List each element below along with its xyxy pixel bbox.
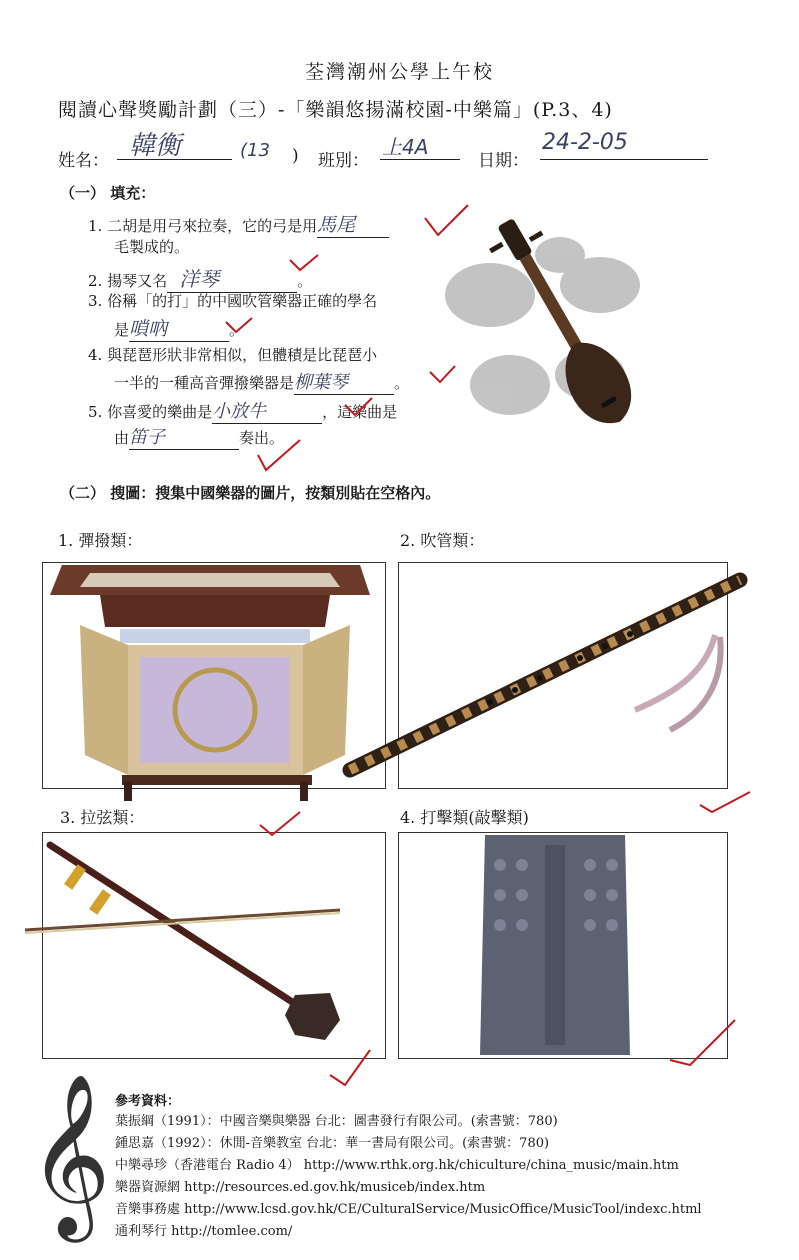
q5-line1 (88, 397, 397, 424)
q5-number: 5. (88, 403, 103, 421)
q4-end: 。 (394, 374, 410, 392)
q4-line2 (114, 368, 409, 395)
erhu-picture (10, 835, 350, 1050)
q3-number: 3. (88, 292, 103, 310)
part1-heading: （一） 填充： (60, 184, 156, 202)
dizi-picture (340, 565, 750, 785)
reference-item: 鍾思嘉（1992）：休閒-音樂教室 台北：華一書局有限公司。(索書號：780) (115, 1136, 550, 1151)
category-plucked: 1. 彈撥類： (58, 531, 143, 550)
q2-text: 揚琴又名 (107, 272, 168, 290)
reference-item: 樂器資源網 http://resources.ed.gov.hk/musiceb/index.htm (115, 1180, 486, 1195)
check-mark-wind (700, 792, 750, 812)
school-name: 荃灣潮州公學上午校 (304, 61, 494, 83)
date-field (540, 128, 708, 160)
date-label: 日期： (478, 151, 529, 171)
name-field (117, 125, 232, 160)
yangqin-picture (40, 555, 380, 805)
q1-text: 二胡是用弓來拉奏，它的弓是用 (107, 217, 318, 235)
q3-end: 。 (229, 321, 245, 339)
category-percussion: 4. 打擊類(敲擊類) (400, 808, 529, 827)
reference-item: 中樂尋珍（香港電台 Radio 4） http://www.rthk.org.hk/chiculture/china_music/main.htm (115, 1158, 679, 1173)
q5-answer2: 笛子 (129, 423, 239, 450)
q2-end: 。 (297, 272, 313, 290)
reference-item: 音樂事務處 http://www.lcsd.gov.hk/CE/CulturalService/MusicOffice/MusicTool/indexc.html (115, 1202, 702, 1217)
reference-item: 葉振綱（1991）：中國音樂與樂器 台北：圖書發行有限公司。(索書號：780) (115, 1114, 558, 1129)
q1-line2: 毛製成的。 (114, 238, 190, 256)
q4-text: 與琵琶形狀非常相似，但體積是比琵琶小 (107, 346, 378, 364)
q1-answer: 馬尾 (317, 210, 389, 238)
q3-line2 (114, 314, 244, 342)
references-heading: 參考資料： (115, 1094, 181, 1109)
q2-number: 2. (88, 272, 103, 290)
q2-line (88, 263, 312, 293)
q4-number: 4. (88, 346, 103, 364)
q3-line1 (88, 290, 377, 311)
pipa-illustration (440, 195, 650, 440)
q5-text: 你喜愛的樂曲是 (107, 403, 213, 421)
category-bowed: 3. 拉弦類： (60, 808, 145, 827)
q3-answer: 嗩吶 (129, 314, 229, 342)
q5-line2 (114, 423, 284, 450)
q4-line1 (88, 344, 377, 365)
q5-answer: 小放牛 (212, 397, 322, 424)
q4-text-b: 一半的一種高音彈撥樂器是 (114, 374, 295, 392)
name-value: 韓衡 (129, 131, 182, 161)
part2-heading: （二） 搜圖：搜集中國樂器的圖片，按類別貼在空格內。 (60, 484, 441, 502)
q3-text-b: 是 (114, 321, 130, 339)
close-paren: ) (292, 146, 299, 166)
category-wind: 2. 吹管類： (400, 531, 485, 550)
class-value: 上4A (382, 135, 429, 159)
name-label: 姓名： (58, 151, 109, 171)
q5-text-b: ，這樂曲是 (322, 403, 398, 421)
q4-answer: 柳葉琴 (294, 368, 394, 395)
worksheet-title: 閱讀心聲獎勵計劃（三）-「樂韻悠揚滿校園-中樂篇」(P.3、4) (58, 99, 613, 121)
class-field (380, 128, 460, 160)
reference-item: 通利琴行 http://tomlee.com/ (115, 1224, 293, 1239)
q5-end: 奏出。 (239, 429, 285, 447)
treble-clef-icon: 𝄞 (28, 1073, 111, 1236)
q1-line1 (88, 210, 389, 238)
class-number: (13 (240, 140, 270, 161)
class-label: 班別： (318, 151, 369, 171)
q1-number: 1. (88, 217, 103, 235)
q2-answer: 洋琴 (167, 263, 297, 293)
bell-picture (470, 825, 640, 1065)
date-value: 24-2-05 (542, 130, 628, 155)
q3-text: 俗稱「的打」的中國吹管樂器正確的學名 (107, 292, 378, 310)
q5-text-c: 由 (114, 429, 130, 447)
